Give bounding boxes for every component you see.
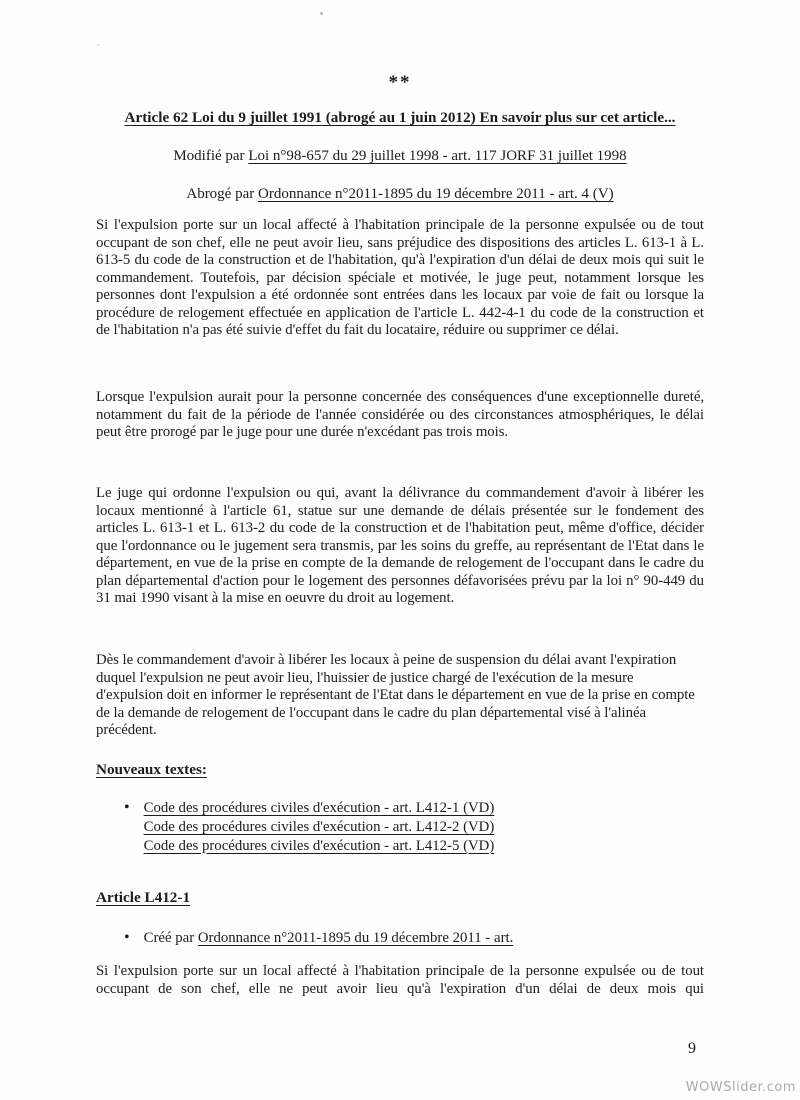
code-procedure-link-l412-1[interactable]: Code des procédures civiles d'exécution - art. L412-1 (VD) <box>143 800 495 816</box>
modified-by-prefix: Modifié par <box>173 148 249 164</box>
article-62-heading <box>0 109 800 127</box>
section-separator-asterisks: ** <box>388 72 412 93</box>
paragraph: Si l'expulsion porte sur un local affecté à l'habitation principale de la personne expulsée ou de tout occupant de son chef, elle ne peut avoir lieu qu'à l'expiration d'un délai de deux mois qui <box>96 963 704 997</box>
created-by-ordinance-link[interactable]: Ordonnance n°2011-1895 du 19 décembre 2011 - art. <box>197 930 514 946</box>
paragraph: Le juge qui ordonne l'expulsion ou qui, avant la délivrance du commandement d'avoir à libérer les locaux mentionné à l'article 61, statue sur une demande de délais présentée sur le fondement des articles L. 613-1 et L. 613-2 du code de la construction et de l'habitation peut, même d'office, décider que l'ordonnance ou le jugement sera transmis, par les soins du greffe, au représentant de l'Etat dans le département, en vue de la prise en compte de la demande de relogement de l'occupant dans le cadre du plan départemental d'action pour le logement des personnes défavorisées prévu par la loi n° 90-449 du 31 mai 1990 visant à la mise en oeuvre du droit au logement. <box>96 485 704 606</box>
created-by-prefix: Créé par <box>143 930 198 946</box>
created-by-text <box>144 929 514 948</box>
wowslider-watermark: WOWSlider.com <box>685 1080 796 1095</box>
new-texts-list <box>124 799 684 855</box>
code-procedure-link-l412-5[interactable]: Code des procédures civiles d'exécution - art. L412-5 (VD) <box>143 837 495 854</box>
created-by-line <box>124 929 724 948</box>
paragraph: Dès le commandement d'avoir à libérer les locaux à peine de suspension du délai avant l'expiration duquel l'expulsion ne peut avoir lieu, l'huissier de justice chargé de l'exécution de la mesure d'expulsion doit en informer le représentant de l'Etat dans le département en vue de la prise en compte de la demande de relogement de l'occupant dans le cadre du plan départemental visé à l'alinéa précédent. <box>96 652 695 738</box>
scan-speck <box>320 12 323 15</box>
bullet-icon: • <box>124 799 130 816</box>
scan-speck <box>97 44 99 46</box>
modified-by-line <box>0 148 800 165</box>
abrogated-by-ordinance-link[interactable]: Ordonnance n°2011-1895 du 19 décembre 2011 - art. 4 (V) <box>258 186 614 202</box>
paragraph: Lorsque l'expulsion aurait pour la personne concernée des conséquences d'une exceptionnelle dureté, notamment du fait de la période de l'année considérée ou des circonstances atmosphériques, le délai peut être prorogé par le juge pour une durée n'excédant pas trois mois. <box>96 389 704 440</box>
code-procedure-link-l412-2[interactable]: Code des procédures civiles d'exécution - art. L412-2 (VD) <box>143 818 495 835</box>
new-texts-heading: Nouveaux textes: <box>96 761 207 778</box>
page-number: 9 <box>688 1040 696 1057</box>
new-texts-links <box>144 799 495 855</box>
article-62-heading-link[interactable]: Article 62 Loi du 9 juillet 1991 (abrogé au 1 juin 2012) En savoir plus sur cet article... <box>124 109 676 126</box>
abrogated-by-line <box>0 186 800 203</box>
abrogated-by-prefix: Abrogé par <box>186 186 258 202</box>
modified-by-law-link[interactable]: Loi n°98-657 du 29 juillet 1998 - art. 117 JORF 31 juillet 1998 <box>248 148 627 164</box>
bullet-icon: • <box>124 929 130 946</box>
paragraph: Si l'expulsion porte sur un local affecté à l'habitation principale de la personne expulsée ou de tout occupant de son chef, elle ne peut avoir lieu, sans préjudice des dispositions des articles L. 613-1 à L. 613-5 du code de la construction et de l'habitation, qu'à l'expiration d'un délai de deux mois qui suit le commandement. Toutefois, par décision spéciale et motivée, le juge peut, notamment lorsque les personnes dont l'expulsion a été ordonnée sont entrées dans les locaux par voie de fait ou lorsque la procédure de relogement effectuée en application de l'article L. 442-4-1 du code de la construction et de l'habitation n'a pas été suivie d'effet du fait du locataire, réduire ou supprimer ce délai. <box>96 217 704 338</box>
article-l412-1-heading: Article L412-1 <box>96 889 191 906</box>
